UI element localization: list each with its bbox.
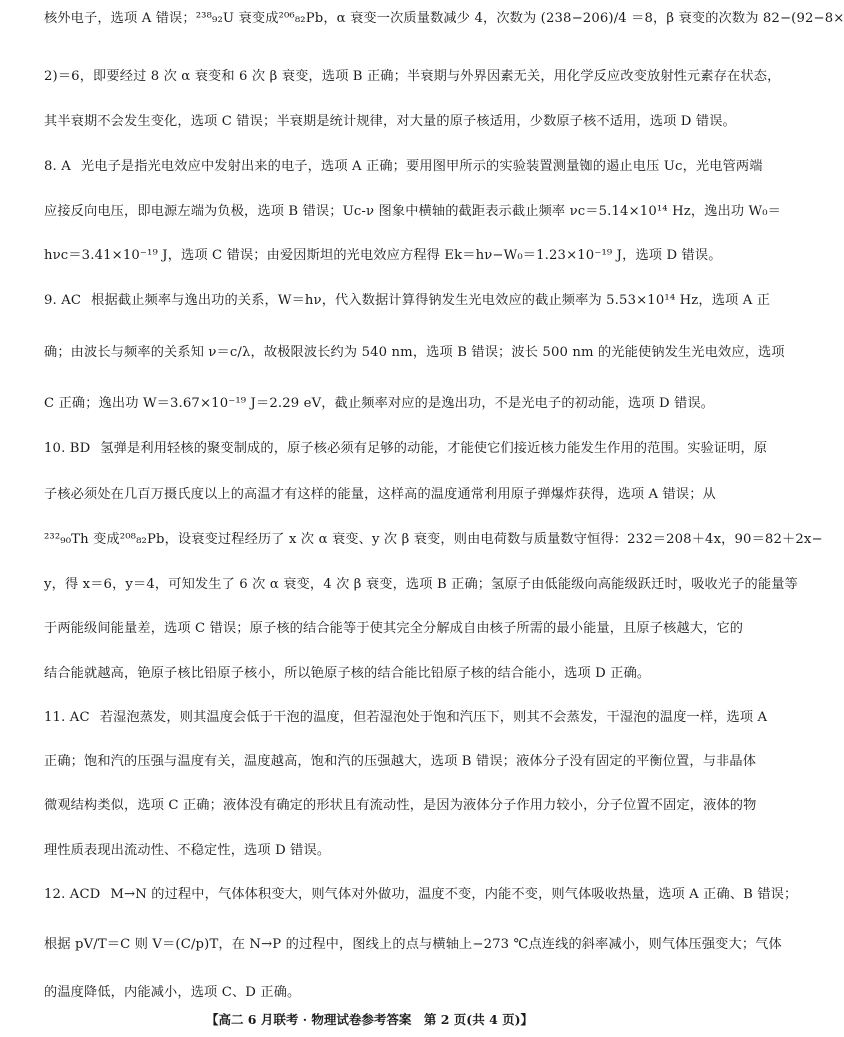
text-line: 2)＝6，即要经过 8 次 α 衰变和 6 次 β 衰变，选项 B 正确；半衰期与外界因素无关，用化学反应改变放射性元素存在状态， xyxy=(44,69,781,84)
answer-9-line: 9. AC 根据截止频率与逸出功的关系，W＝hν，代入数据计算得钠发生光电效应的截止频率为 5.53×10¹⁴ Hz，选项 A 正 xyxy=(44,293,771,308)
text-line: 应接反向电压，即电源左端为负极，选项 B 错误；Uc-ν 图象中横轴的截距表示截止频率 νc＝5.14×10¹⁴ Hz，逸出功 W₀＝ xyxy=(44,204,782,219)
text-line: 核外电子，选项 A 错误；²³⁸₉₂U 衰变成²⁰⁶₈₂Pb，α 衰变一次质量数减少 4，次数为 (238−206)/4 ＝8，β 衰变的次数为 82−(92−8× xyxy=(44,11,844,26)
answer-number: 11. AC xyxy=(44,710,90,725)
text-line: 的温度降低，内能减小，选项 C、D 正确。 xyxy=(44,985,301,1000)
text-line: 其半衰期不会发生变化，选项 C 错误；半衰期是统计规律，对大量的原子核适用，少数原子核不适用，选项 D 错误。 xyxy=(44,114,736,129)
text-line: hνc＝3.41×10⁻¹⁹ J，选项 C 错误；由爱因斯坦的光电效应方程得 Ek＝hν−W₀＝1.23×10⁻¹⁹ J，选项 D 错误。 xyxy=(44,248,722,263)
answer-number: 9. AC xyxy=(44,293,82,308)
answer-10-line: 10. BD 氢弹是利用轻核的聚变制成的，原子核必须有足够的动能，才能使它们接近核力能发生作用的范围。实验证明，原 xyxy=(44,441,768,456)
answer-8-line: 8. A 光电子是指光电效应中发射出来的电子，选项 A 正确；要用图甲所示的实验装置测量铷的遏止电压 Uc，光电管两端 xyxy=(44,159,763,174)
answer-number: 10. BD xyxy=(44,441,91,456)
text-line: C 正确；逸出功 W＝3.67×10⁻¹⁹ J＝2.29 eV，截止频率对应的是逸出功，不是光电子的初动能，选项 D 错误。 xyxy=(44,396,715,411)
page-footer: 【高二 6 月联考 · 物理试卷参考答案 第 2 页(共 4 页)】 xyxy=(205,1012,534,1027)
text-line: 结合能就越高，铯原子核比铅原子核小，所以铯原子核的结合能比铅原子核的结合能小，选项 D 正确。 xyxy=(44,666,651,681)
answer-number: 12. ACD xyxy=(44,887,101,902)
text-line: 微观结构类似，选项 C 正确；液体没有确定的形状且有流动性，是因为液体分子作用力较小，分子位置不固定，液体的物 xyxy=(44,798,757,813)
answer-12-line: 12. ACD M→N 的过程中，气体体积变大，则气体对外做功，温度不变，内能不变，则气体吸收热量，选项 A 正确、B 错误； xyxy=(44,887,798,902)
text-line: 确；由波长与频率的关系知 ν＝c/λ，故极限波长约为 540 nm，选项 B 错误；波长 500 nm 的光能使钠发生光电效应，选项 xyxy=(44,345,785,360)
text-line: ²³²₉₀Th 变成²⁰⁸₈₂Pb，设衰变过程经历了 x 次 α 衰变、y 次 β 衰变，则由电荷数与质量数守恒得：232＝208＋4x，90＝82＋2x− xyxy=(44,532,823,547)
answer-number: 8. A xyxy=(44,159,71,174)
text-line: 正确；饱和汽的压强与温度有关，温度越高，饱和汽的压强越大，选项 B 错误；液体分子没有固定的平衡位置，与非晶体 xyxy=(44,754,757,769)
text-line: y，得 x＝6，y＝4，可知发生了 6 次 α 衰变，4 次 β 衰变，选项 B 正确；氢原子由低能级向高能级跃迁时，吸收光子的能量等 xyxy=(44,577,798,592)
text-line: 子核必须处在几百万摄氏度以上的高温才有这样的能量，这样高的温度通常利用原子弹爆炸获得，选项 A 错误；从 xyxy=(44,487,716,502)
text-line: 理性质表现出流动性、不稳定性，选项 D 错误。 xyxy=(44,843,331,858)
text-line: 根据 pV/T＝C 则 V＝(C/p)T，在 N→P 的过程中，图线上的点与横轴上−273 ℃点连线的斜率减小，则气体压强变大；气体 xyxy=(44,937,782,952)
answer-11-line: 11. AC 若湿泡蒸发，则其温度会低于干泡的温度，但若湿泡处于饱和汽压下，则其不会蒸发，干湿泡的温度一样，选项 A xyxy=(44,710,768,725)
text-line: 于两能级间能量差，选项 C 错误；原子核的结合能等于使其完全分解成自由核子所需的最小能量，且原子核越大，它的 xyxy=(44,621,744,636)
